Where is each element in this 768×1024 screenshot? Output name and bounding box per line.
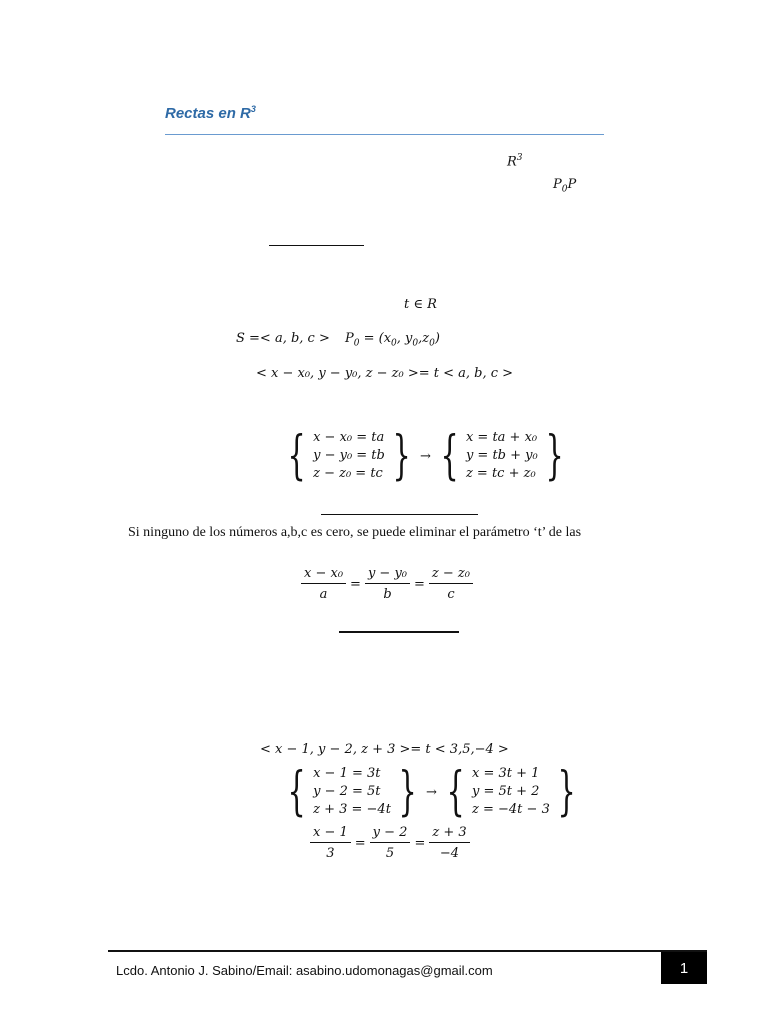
r3-sup: 3: [516, 153, 523, 163]
denominator: 3: [326, 846, 335, 861]
vector-equation: < x − x₀, y − y₀, z − z₀ >= t < a, b, c >: [256, 366, 514, 381]
system-row: z = tc + z₀: [465, 466, 536, 481]
footer-rule: [108, 950, 707, 952]
right-brace: }: [398, 762, 417, 822]
system-row: x = ta + x₀: [465, 430, 538, 445]
page-title: [165, 104, 256, 122]
system-row: x = 3t + 1: [472, 766, 540, 781]
equals-sign: =: [414, 576, 425, 592]
numerator: z − z₀: [429, 566, 473, 584]
denominator: 5: [385, 846, 395, 861]
p0-d: 0: [391, 338, 397, 349]
p0-g: ,z: [418, 331, 430, 346]
left-brace: {: [440, 426, 459, 486]
left-brace: {: [446, 762, 465, 822]
example-vector-equation: < x − 1, y − 2, z + 3 >= t < 3,5,−4 >: [260, 742, 509, 757]
body-paragraph: Si ninguno de los números a,b,c es cero, se puede eliminar el parámetro ‘t’ de las: [128, 525, 582, 540]
fraction: [365, 566, 410, 602]
numerator: y − y₀: [365, 566, 410, 584]
system-row: y − 2 = 5t: [313, 784, 381, 799]
system-row: z − z₀ = tc: [313, 466, 383, 481]
denominator: a: [319, 587, 328, 602]
system-row: x − 1 = 3t: [313, 766, 381, 781]
section-rule-1: [269, 245, 364, 246]
system-row: z = −4t − 3: [472, 802, 550, 817]
right-brace: }: [545, 426, 564, 486]
denominator: b: [383, 587, 392, 602]
fraction: [429, 825, 469, 861]
example-left-rows: [313, 765, 391, 819]
numerator: x − 1: [310, 825, 351, 843]
symmetric-equations: [299, 566, 475, 602]
p0-e: , y: [396, 331, 413, 346]
r3-base: R: [507, 154, 517, 170]
numerator: z + 3: [429, 825, 469, 843]
fraction: [310, 825, 351, 861]
p0p-base: P: [553, 177, 562, 192]
equals-sign: =: [350, 576, 361, 592]
p0-i: ): [434, 331, 440, 346]
p0-b: 0: [353, 338, 360, 349]
s-definition: S =< a, b, c >: [236, 331, 330, 346]
denominator: c: [447, 587, 455, 602]
equals-sign: =: [354, 835, 366, 851]
system-row: x − x₀ = ta: [313, 430, 385, 445]
r3-symbol: [507, 153, 523, 169]
left-brace: {: [287, 426, 306, 486]
fraction: [301, 566, 346, 602]
numerator: y − 2: [370, 825, 411, 843]
p0-a: P: [345, 331, 354, 346]
arrow-icon: →: [426, 784, 437, 800]
p0p-symbol: [553, 177, 576, 195]
example-symmetric-equations: [308, 825, 472, 861]
right-brace: }: [392, 426, 411, 486]
title-underline: [165, 134, 604, 135]
equals-sign: =: [414, 835, 426, 851]
system-row: y = 5t + 2: [472, 784, 540, 799]
system-right-rows: [466, 429, 538, 483]
page-number: 1: [661, 952, 707, 984]
example-system: [280, 762, 583, 822]
fraction: [370, 825, 411, 861]
example-right-rows: [472, 765, 550, 819]
left-brace: {: [287, 762, 306, 822]
t-in-r: t ∈ R: [404, 297, 437, 312]
right-brace: }: [557, 762, 576, 822]
system-row: y = tb + y₀: [465, 448, 538, 463]
system-left-rows: [313, 429, 385, 483]
p0-h: 0: [429, 338, 435, 349]
p0-c: = (x: [359, 331, 392, 346]
section-rule-2: [321, 514, 478, 515]
p0-f: 0: [412, 338, 419, 349]
p0p-sub: 0: [561, 184, 568, 195]
fraction: [429, 566, 473, 602]
title-superscript: 3: [250, 104, 256, 114]
footer-author: Lcdo. Antonio J. Sabino/Email: asabino.udomonagas@gmail.com: [116, 963, 493, 978]
title-text: Rectas en R: [165, 105, 251, 122]
section-rule-3: [339, 631, 459, 633]
parametric-system: [280, 426, 571, 486]
system-row: z + 3 = −4t: [313, 802, 391, 817]
p0-definition: [345, 331, 440, 349]
arrow-icon: →: [419, 448, 431, 464]
p0p-tail: P: [567, 177, 577, 192]
denominator: −4: [439, 846, 460, 861]
system-row: y − y₀ = tb: [313, 448, 385, 463]
numerator: x − x₀: [301, 566, 346, 584]
